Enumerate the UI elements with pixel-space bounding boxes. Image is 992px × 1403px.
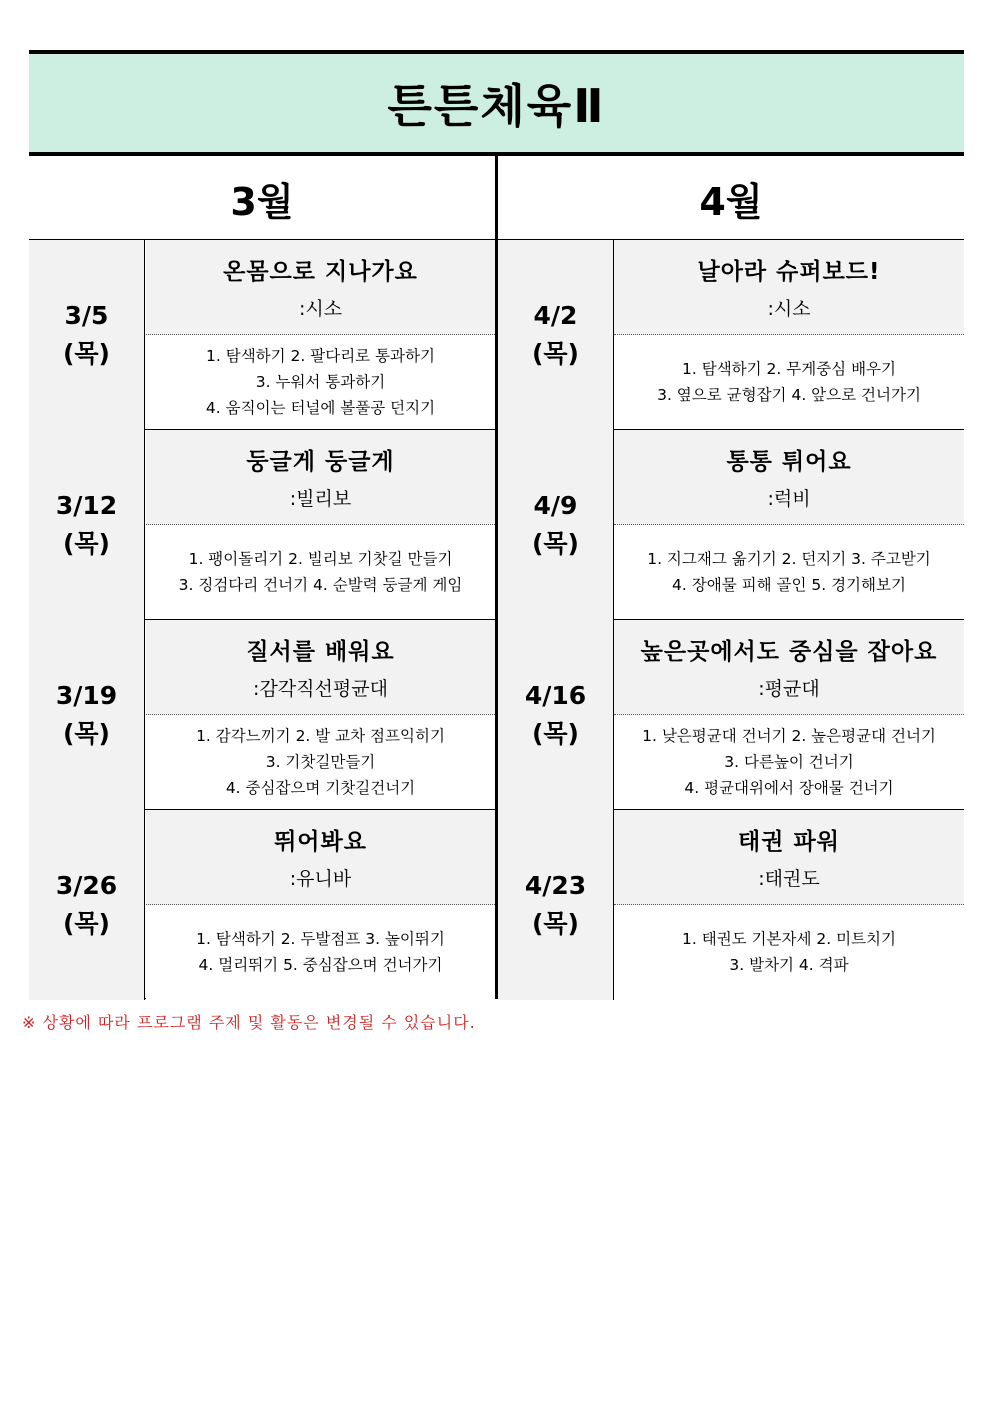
topic-title: 통통 튀어요 bbox=[726, 449, 852, 475]
activity-line: 1. 팽이돌리기 2. 빌리보 기찻길 만들기 bbox=[188, 550, 453, 568]
activity-line: 3. 발차기 4. 격파 bbox=[729, 956, 849, 974]
activity-line: 1. 탐색하기 2. 무게중심 배우기 bbox=[682, 360, 896, 378]
activity-line: 1. 탐색하기 2. 팔다리로 통과하기 bbox=[206, 347, 435, 365]
session-weekday: (목) bbox=[62, 909, 110, 938]
session-weekday: (목) bbox=[531, 339, 579, 368]
equipment-label: :평균대 bbox=[758, 678, 820, 700]
topic-title: 질서를 배워요 bbox=[246, 639, 395, 665]
topic-cell-april bbox=[614, 810, 964, 905]
topic-cell-march bbox=[146, 240, 495, 335]
session-date: 4/9 bbox=[533, 491, 578, 520]
session-weekday: (목) bbox=[62, 339, 110, 368]
activity-line: 1. 탐색하기 2. 두발점프 3. 높이뛰기 bbox=[196, 930, 445, 948]
session-date: 3/19 bbox=[55, 681, 118, 710]
activity-line: 4. 평균대위에서 장애물 건너기 bbox=[684, 779, 894, 797]
session-date-march bbox=[29, 430, 145, 620]
session-date-april bbox=[498, 430, 614, 620]
topic-title: 둥글게 둥글게 bbox=[246, 449, 395, 475]
activity-line: 3. 기찻길만들기 bbox=[265, 753, 376, 771]
activities-cell-april bbox=[614, 715, 964, 809]
activity-line: 3. 징검다리 건너기 4. 순발력 둥글게 게임 bbox=[178, 576, 463, 594]
equipment-label: :시소 bbox=[298, 298, 343, 320]
topic-title: 온몸으로 지나가요 bbox=[223, 259, 418, 285]
activities-cell-march bbox=[146, 905, 495, 999]
activities-cell-march bbox=[146, 335, 495, 429]
activities-cell-march bbox=[146, 525, 495, 619]
session-date-april bbox=[498, 620, 614, 810]
session-weekday: (목) bbox=[62, 719, 110, 748]
equipment-label: :감각직선평균대 bbox=[253, 678, 388, 700]
topic-cell-april bbox=[614, 620, 964, 715]
activity-line: 1. 지그재그 옮기기 2. 던지기 3. 주고받기 bbox=[647, 550, 931, 568]
session-weekday: (목) bbox=[531, 529, 579, 558]
topic-cell-april bbox=[614, 430, 964, 525]
topic-title: 높은곳에서도 중심을 잡아요 bbox=[640, 639, 938, 665]
session-weekday: (목) bbox=[531, 909, 579, 938]
topic-cell-march bbox=[146, 430, 495, 525]
session-date-april bbox=[498, 240, 614, 430]
activity-line: 1. 감각느끼기 2. 발 교차 점프익히기 bbox=[196, 727, 445, 745]
activity-line: 4. 멀리뛰기 5. 중심잡으며 건너가기 bbox=[198, 956, 443, 974]
activity-line: 3. 누워서 통과하기 bbox=[255, 373, 386, 391]
activities-cell-april bbox=[614, 905, 964, 999]
equipment-label: :빌리보 bbox=[289, 488, 352, 510]
session-date-march bbox=[29, 810, 145, 1000]
topic-title: 태권 파워 bbox=[738, 829, 840, 855]
notice-text: ※ 상황에 따라 프로그램 주제 및 활동은 변경될 수 있습니다. bbox=[22, 1013, 476, 1032]
activity-line: 4. 움직이는 터널에 볼풀공 던지기 bbox=[205, 399, 436, 417]
activities-cell-march bbox=[146, 715, 495, 809]
topic-cell-april bbox=[614, 240, 964, 335]
topic-cell-march bbox=[146, 810, 495, 905]
activity-line: 3. 옆으로 균형잡기 4. 앞으로 건너가기 bbox=[657, 386, 921, 404]
activities-cell-april bbox=[614, 525, 964, 619]
activity-line: 4. 장애물 피해 골인 5. 경기해보기 bbox=[672, 576, 906, 594]
activity-line: 1. 낮은평균대 건너기 2. 높은평균대 건너기 bbox=[642, 727, 936, 745]
column-separator bbox=[495, 156, 498, 999]
month-header-april: 4월 bbox=[699, 179, 763, 224]
page-title: 튼튼체육Ⅱ bbox=[387, 79, 606, 133]
session-date-april bbox=[498, 810, 614, 1000]
session-date-march bbox=[29, 620, 145, 810]
session-date: 4/23 bbox=[524, 871, 587, 900]
equipment-label: :태권도 bbox=[758, 868, 820, 890]
equipment-label: :시소 bbox=[767, 298, 811, 320]
session-date-march bbox=[29, 240, 145, 430]
session-date: 3/5 bbox=[64, 301, 109, 330]
equipment-label: :유니바 bbox=[289, 868, 352, 890]
activity-line: 4. 중심잡으며 기찻길건너기 bbox=[225, 779, 416, 797]
activity-line: 3. 다른높이 건너기 bbox=[724, 753, 854, 771]
session-weekday: (목) bbox=[62, 529, 110, 558]
equipment-label: :럭비 bbox=[767, 488, 811, 510]
session-date: 3/26 bbox=[55, 871, 118, 900]
month-header-march: 3월 bbox=[230, 179, 294, 224]
title-banner bbox=[29, 50, 964, 156]
topic-title: 날아라 슈퍼보드! bbox=[697, 259, 881, 285]
session-weekday: (목) bbox=[531, 719, 579, 748]
session-date: 4/16 bbox=[524, 681, 587, 710]
session-date: 3/12 bbox=[55, 491, 118, 520]
topic-title: 뛰어봐요 bbox=[274, 829, 367, 855]
session-date: 4/2 bbox=[533, 301, 578, 330]
activity-line: 1. 태권도 기본자세 2. 미트치기 bbox=[682, 930, 896, 948]
topic-cell-march bbox=[146, 620, 495, 715]
activities-cell-april bbox=[614, 335, 964, 429]
